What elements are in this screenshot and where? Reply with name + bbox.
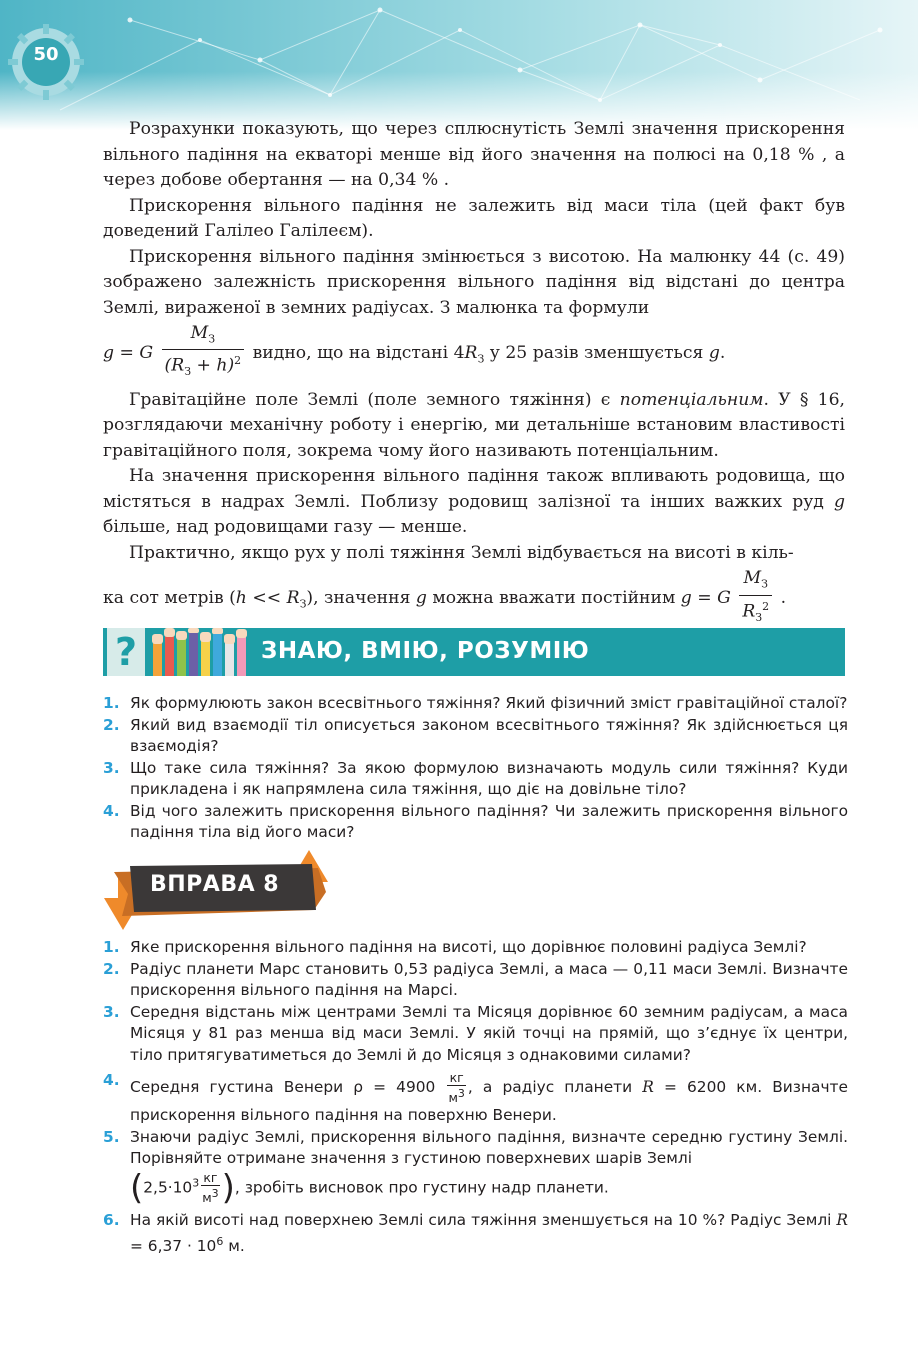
body-text (103, 117, 845, 629)
density-unit-fraction: $\frac{кг}{м^3}$ (448, 1070, 465, 1106)
exercise-item: 5. Знаючи радіус Землі, прискорення вільного падіння, визначте середню густину Землі. Порівняйте отримане значення з густиною поверхневих шарів Землі ($2,5\cdot 10^3$ $\frac{кг}{м^3}$ ), зробіть висновок про густину надр планети. (103, 1127, 848, 1208)
formula-lhs-constant: g = G (680, 587, 731, 608)
constellation-background (0, 0, 918, 130)
emphasis-potential: потенціальним (619, 389, 764, 410)
gravity-fraction (162, 323, 245, 384)
banner-title: ЗНАЮ, ВМІЮ, РОЗУМІЮ (261, 638, 590, 664)
raised-hands-icon (147, 628, 251, 676)
fraction-denominator: $(R_З + h)^2$ (164, 354, 242, 379)
exercise-title: ВПРАВА 8 (150, 872, 280, 897)
question-item (103, 693, 848, 715)
exercise-item: 3. Середня відстань між центрами Землі та Місяця дорівнює 60 земним радіусам, а маса Місяця у 81 раз менша від маси Землі. У якій точці на прямій, що з’єднує їх центри, тіло притягуватиметься до Землі й до Місяця з однаковими силами? (103, 1002, 848, 1064)
exercise-item: 6. На якій висоті над поверхнею Землі сила тяжіння зменшується на 10 %? Радіус Землі $R = 6,37 \cdot 10^6$ м. (103, 1210, 848, 1256)
formula-line-altitude: g = G $\frac{M_З}{(R_З + h)^2}$ видно, що на відстані $4R_З$ у 25 разів зменшується g. (103, 323, 845, 384)
fraction-numerator: $M_З$ (162, 323, 245, 350)
density-unit-fraction: $\frac{кг}{м^3}$ (202, 1170, 219, 1206)
question-number: 4. (103, 801, 120, 820)
question-text: Від чого залежить прискорення вільного падіння? Чи залежить прискорення вільного падіння тіла від його маси? (130, 801, 848, 841)
question-number: 2. (103, 715, 120, 734)
question-item (103, 715, 848, 758)
page-number: 50 (33, 44, 59, 65)
paragraph-altitude: Прискорення вільного падіння змінюється з висотою. На малюнку 44 (с. 49) зображено залежність прискорення вільного падіння від відстані до центра Землі, вираженої в земних радіусах. З малюнка та формули (103, 246, 845, 318)
question-item (103, 801, 848, 844)
formula-line-constant: ка сот метрів $(h << R_З)$, значення g можна вважати постійним g = G $\frac{M_З}{R_З^2}$ . (103, 568, 845, 629)
question-item (103, 758, 848, 801)
question-number: 3. (103, 758, 120, 777)
formula-lhs: g = G (103, 342, 154, 363)
gravity-constant-fraction: $\frac{M_З}{R_З^2}$ (739, 568, 772, 629)
question-mark-icon: ? (107, 628, 145, 676)
paragraph-deposits: На значення прискорення вільного падіння також впливають родовища, що містяться в надрах Землі. Поблизу родовищ залізної та інших важких руд g більше, над родовищами газу — менше. (103, 466, 845, 538)
exercise-item: 4. Середня густина Венери ρ = 4900 $\frac{кг}{м^3}$ , а радіус планети R = 6200 км. Визначте прискорення вільного падіння на поверхню Венери. (103, 1070, 848, 1125)
question-number: 1. (103, 694, 120, 712)
question-text: Як формулюють закон всесвітнього тяжіння? Який фізичний зміст гравітаційної сталої? (130, 694, 848, 712)
section-banner (103, 628, 845, 676)
exercise-list (103, 937, 848, 1258)
paragraph-practical: Практично, якщо рух у полі тяжіння Землі відбувається на висоті в кіль- (129, 542, 794, 563)
question-text: Який вид взаємодії тіл описується законом всесвітнього тяжіння? Як здійснюється ця взаємодія? (130, 715, 848, 755)
exercise-item: 2. Радіус планети Марс становить 0,53 радіуса Землі, а маса — 0,11 маси Землі. Визначте прискорення вільного падіння на Марсі. (103, 959, 848, 999)
paragraph-flattening: Розрахунки показують, що через сплюснутість Землі значення прискорення вільного падіння на екваторі менше від його значення на полюсі на 0,18 % , а через добове обертання — на 0,34 % . (103, 119, 845, 190)
exercise-item: 1. Яке прискорення вільного падіння на висоті, що дорівнює половині радіуса Землі? (103, 938, 807, 956)
header-decoration (0, 0, 918, 130)
paragraph-mass-independence: Прискорення вільного падіння не залежить від маси тіла (цей факт був доведений Галілео Галілеєм). (103, 195, 845, 241)
question-text: Що таке сила тяжіння? За якою формулою визначають модуль сили тяжіння? Куди прикладена і як напрямлена сила тяжіння, що діє на довільне тіло? (130, 758, 848, 798)
paragraph-potential-field: Гравітаційне поле Землі (поле земного тяжіння) є потенціальним. У § 16, розглядаючи механічну роботу і енергію, ми детальніше встановим властивості гравітаційного поля, зокрема чому його називають потенціальним. (103, 389, 845, 461)
review-questions-list (103, 693, 848, 844)
